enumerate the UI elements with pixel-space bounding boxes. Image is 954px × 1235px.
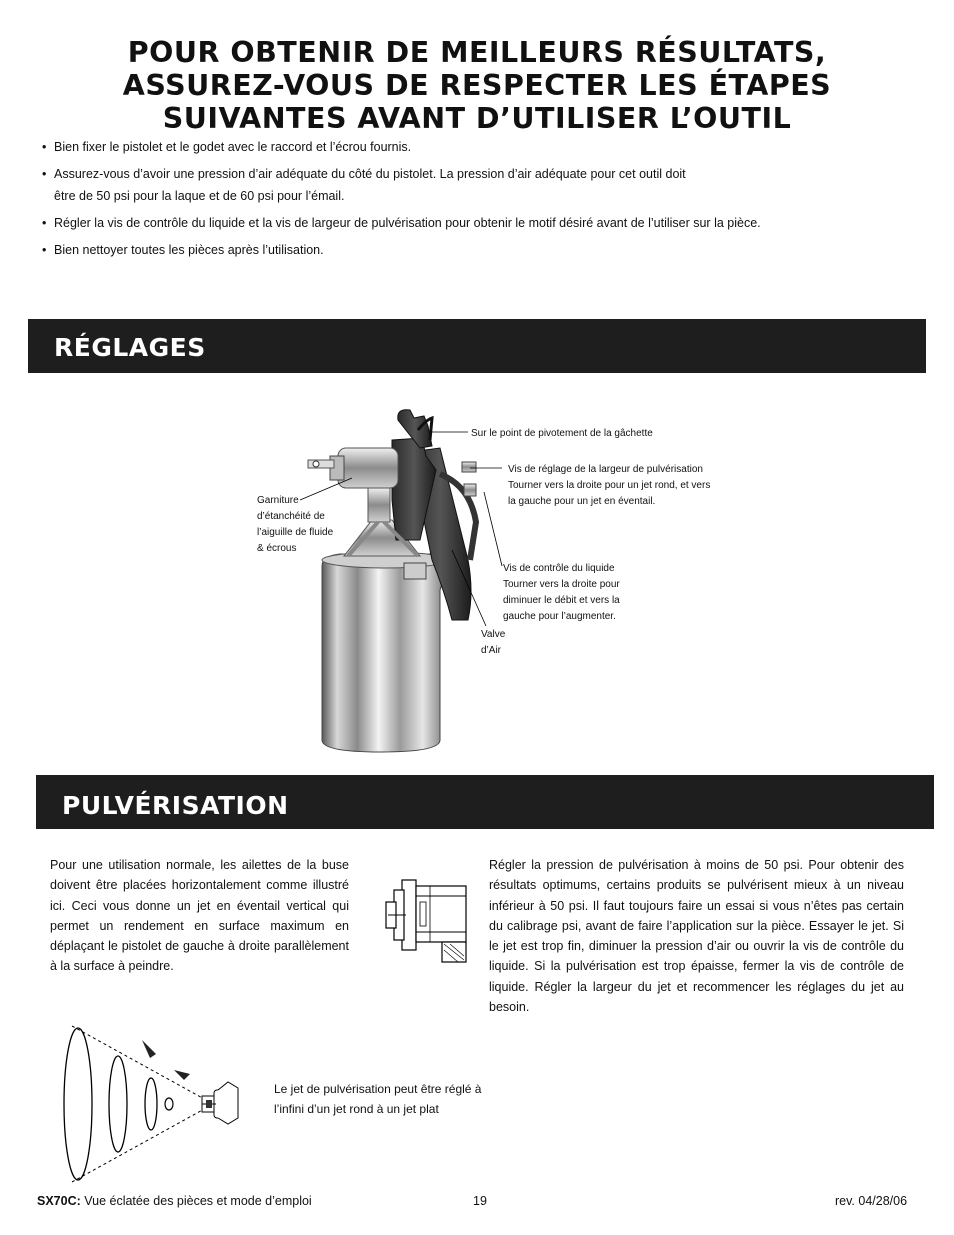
list-item: • Bien fixer le pistolet et le godet avec le raccord et l’écrou fournis. <box>42 136 902 158</box>
section-title-reglages: RÉGLAGES <box>54 333 206 362</box>
callout-fluid-screw: Vis de contrôle du liquide Tourner vers la droite pour diminuer le débit et vers la gauche pour l’augmenter. <box>503 563 620 622</box>
footer-model <box>37 1194 312 1208</box>
paragraph-nozzle-orientation: Pour une utilisation normale, les ailettes de la buse doivent être placées horizontalement comme illustré ici. Ceci vous donne un jet en éventail vertical qui permet un rendement en surface maximum en déplaçant le pistolet de gauche à droite parallèlement à la surface à peindre. <box>50 858 349 974</box>
paragraph-pressure-adjustment: Régler la pression de pulvérisation à moins de 50 psi. Pour obtenir des résultats optimums, certains produits se pulvérisent mieux à un niveau inférieur à 50 psi. Il faut toujours faire un essai si vous n’êtes pas certain du calibrage psi, avant de faire l’application sur la pièce. Essayer le jet. Si le jet est trop fin, diminuer la pression d’air ou ouvrir la vis de contrôle du liquide. Si la pulvérisation est trop épaisse, fermer la vis de contrôle de liquide. Régler la largeur du jet et recommencer les réglages du jet au besoin. <box>489 858 904 1015</box>
callout-pivot: Sur le point de pivotement de la gâchette <box>471 428 653 439</box>
list-item: • Régler la vis de contrôle du liquide et la vis de largeur de pulvérisation pour obtenir le motif désiré avant de l’utiliser sur la pièce. <box>42 212 902 234</box>
callout-air-valve: Valve d’Air <box>481 629 506 656</box>
footer-page-number: 19 <box>473 1194 487 1208</box>
footer-description: Vue éclatée des pièces et mode d’emploi <box>80 1194 312 1208</box>
callout-width-screw: Vis de réglage de la largeur de pulvérisation Tourner vers la droite pour un jet rond, et vers la gauche pour un jet en éventail. <box>508 464 711 507</box>
title-line-2: ASSUREZ-VOUS DE RESPECTER LES ÉTAPES <box>122 69 832 102</box>
nozzle-cap-diagram <box>380 866 472 966</box>
section-header-pulverisation <box>36 775 934 829</box>
footer-revision: rev. 04/28/06 <box>835 1194 908 1208</box>
caption-spray-pattern: Le jet de pulvérisation peut être réglé à l’infini d’un jet rond à un jet plat <box>274 1082 482 1116</box>
callout-needle-packing: Garniture d’étanchéité de l’aiguille de fluide & écrous <box>257 495 334 554</box>
list-item: • Bien nettoyer toutes les pièces après l’utilisation. <box>42 239 902 261</box>
section-title-pulverisation: PULVÉRISATION <box>62 791 289 820</box>
spray-pattern-diagram <box>56 1018 256 1190</box>
footer-model-code: SX70C: <box>37 1194 81 1208</box>
title-line-1: POUR OBTENIR DE MEILLEURS RÉSULTATS, <box>127 36 827 69</box>
list-item: • Assurez-vous d’avoir une pression d’air adéquate du côté du pistolet. La pression d’air adéquate pour cet outil doit être de 50 psi pour la laque et de 60 psi pour l’émail. <box>42 163 902 207</box>
title-line-3: SUIVANTES AVANT D’UTILISER L’OUTIL <box>162 102 792 135</box>
